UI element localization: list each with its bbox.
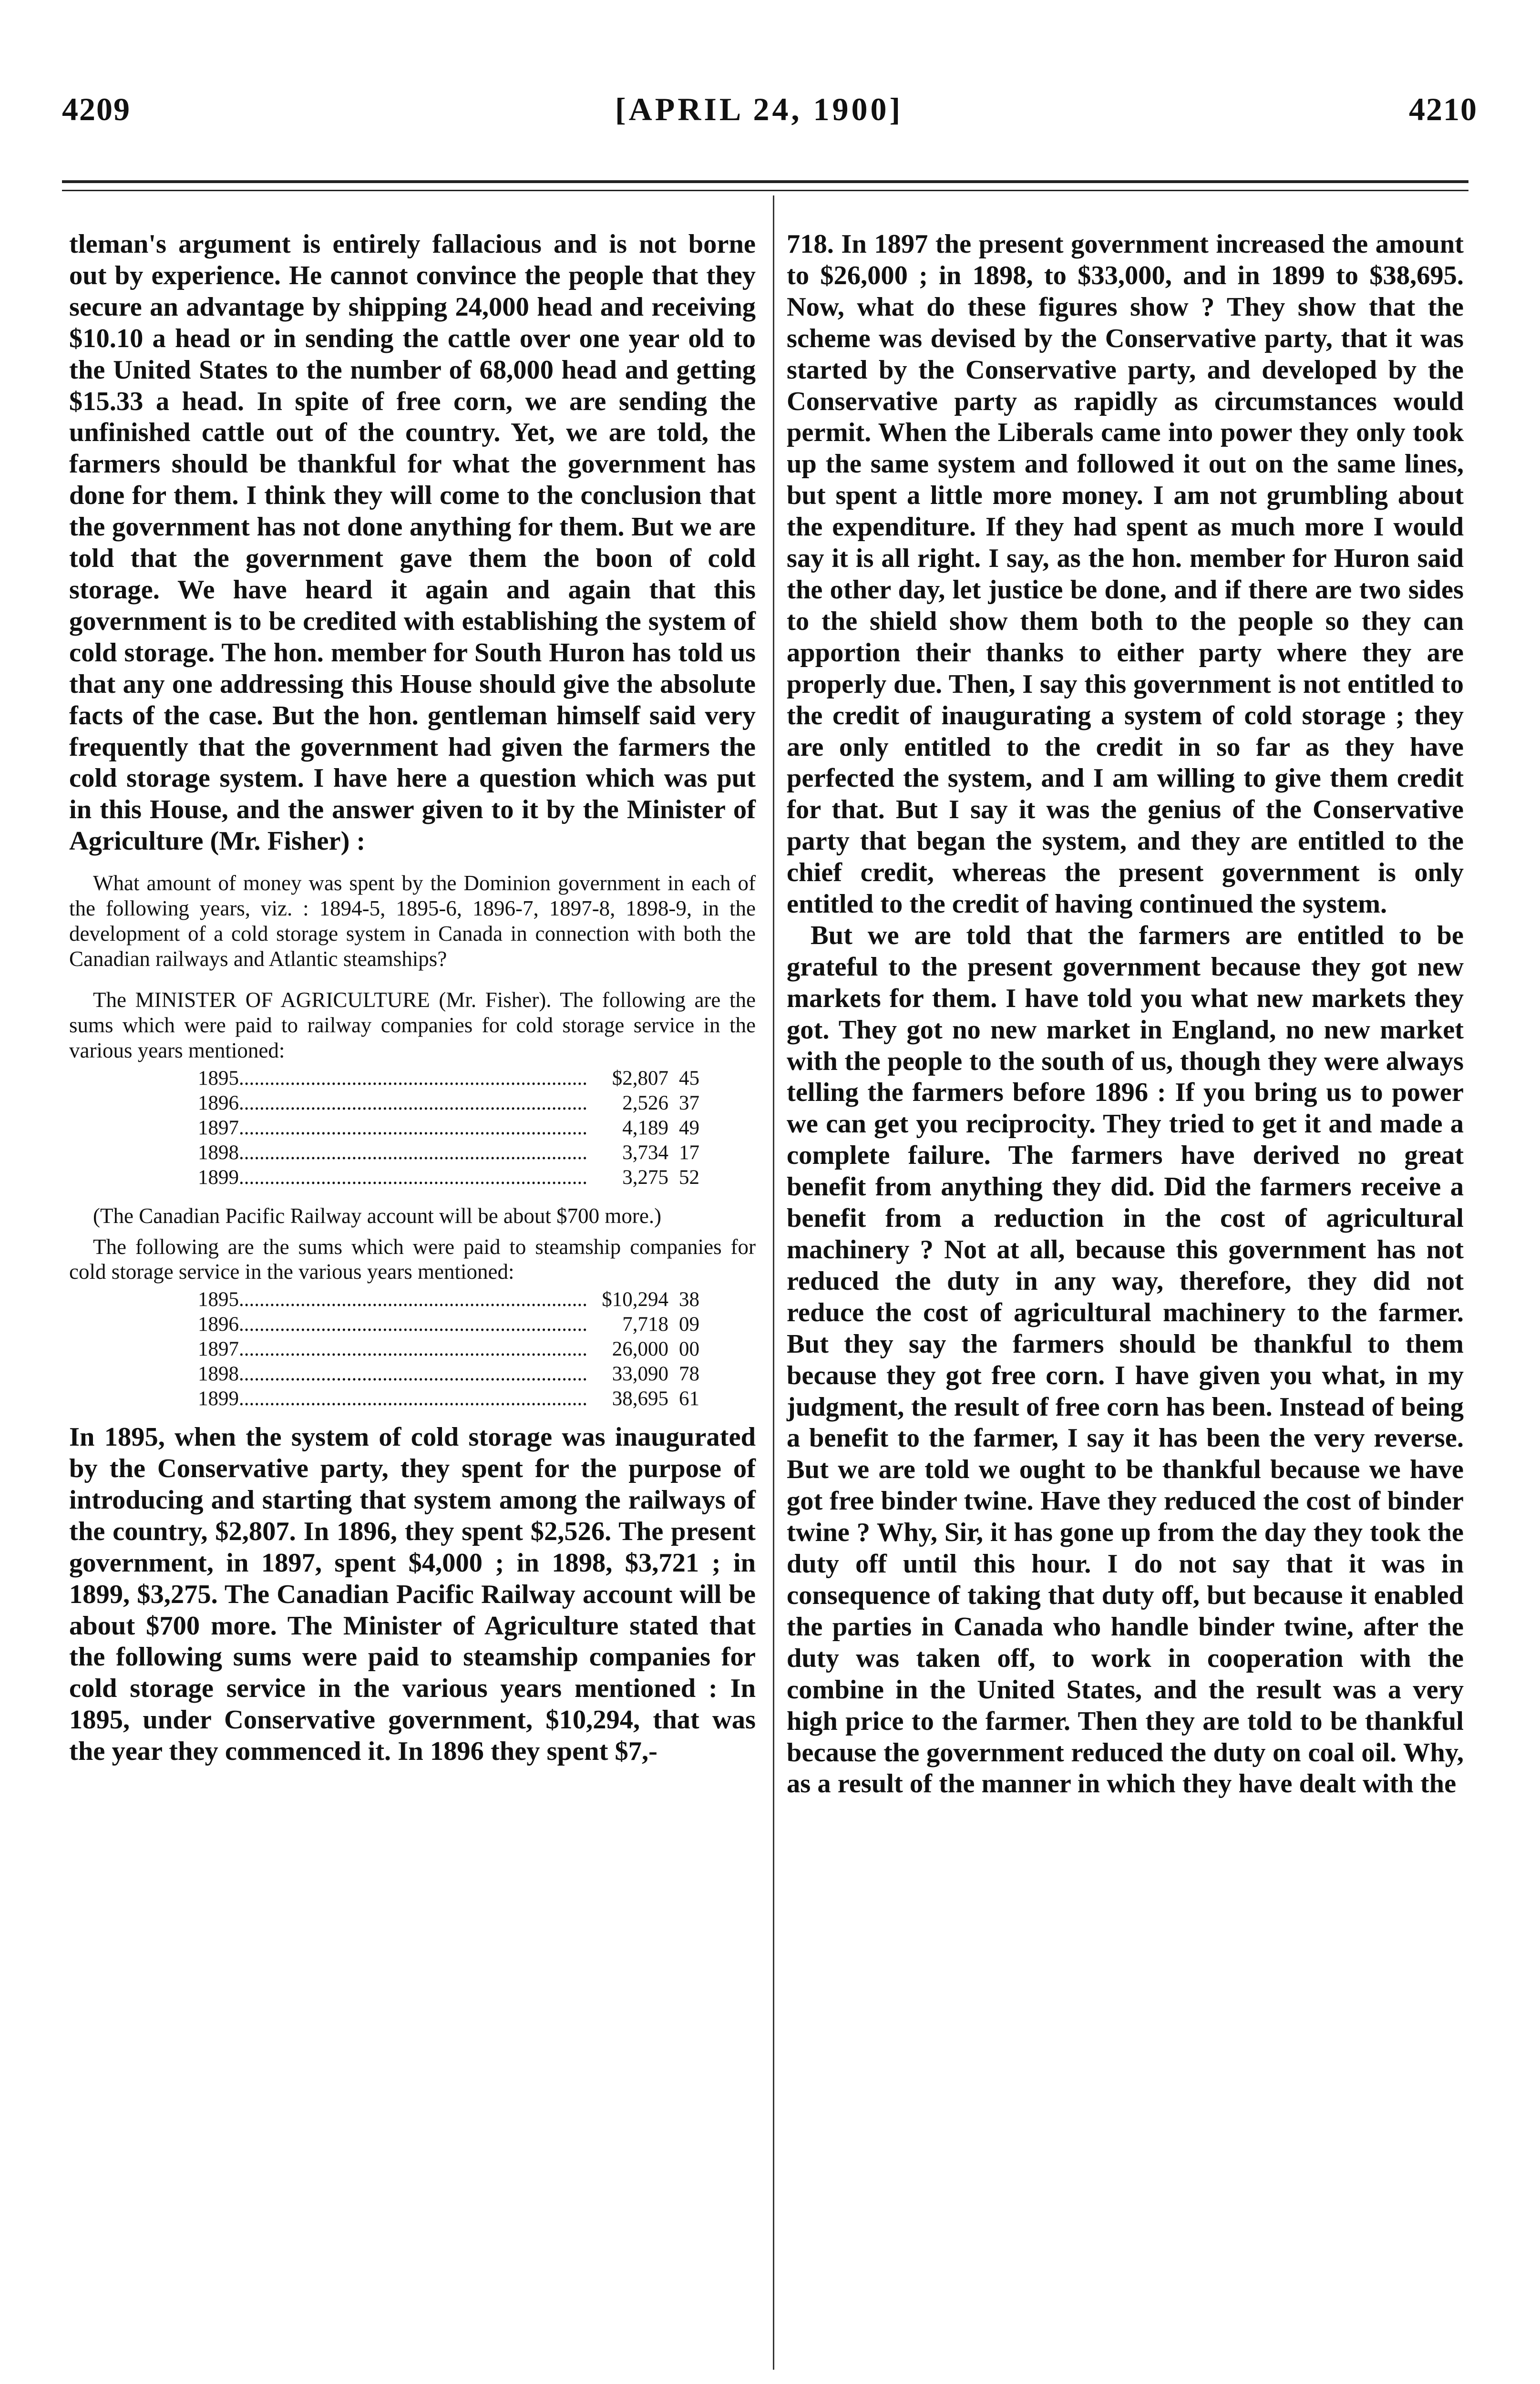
table-row: 1899 ..... 3,275 52: [198, 1165, 717, 1190]
question-text: What amount of money was spent by the Dominion government in each of the following years, viz. : 1894-5, 1895-6, 1896-7, 1897-8, 1898-9, in the development of a cold storage system in Canada in connection with both the Canadian railways and Atlantic steamships?: [69, 871, 756, 971]
table-row: 1898 ..... 33,090 78: [198, 1362, 717, 1387]
right-column: [787, 229, 1464, 1800]
steamship-sums-table: [198, 1287, 717, 1411]
left-paragraph-1: tleman's argument is entirely fallacious and is not borne out by experience. He cannot convince the people that they secure an advantage by shipping 24,000 head and receiving $10.10 a head or in sending the cattle over one year old to the United States to the number of 68,000 head and getting $15.33 a head. In spite of free corn, we are sending the unfinished cattle out of the country. Yet, we are told, the farmers should be thankful for what the government has done for them. I think they will come to the conclusion that the government has not done anything for them. But we are told that the government gave them the boon of cold storage. We have heard it again and again that this government is to be credited with establishing the system of cold storage. The hon. member for South Huron has told us that any one addressing this House should give the absolute facts of the case. But the hon. gentleman himself said very frequently that the government had given the farmers the cold storage system. I have here a question which was put in this House, and the answer given to it by the Minister of Agriculture (Mr. Fisher) :: [69, 229, 756, 856]
steamship-intro: The following are the sums which were paid to steamship companies for cold storage service in the various years mentioned:: [69, 1234, 756, 1284]
cpr-note: (The Canadian Pacific Railway account will be about $700 more.): [93, 1203, 662, 1228]
table-row: 1898 ..... 3,734 17: [198, 1141, 717, 1165]
page-number-left: 4209: [62, 91, 131, 127]
table-row: 1897 ..... 26,000 00: [198, 1337, 717, 1362]
table-row: 1896 ..... 2,526 37: [198, 1091, 717, 1116]
table-row: 1896 ..... 7,718 09: [198, 1312, 717, 1337]
table-row: 1895 ..... $2,807 45: [198, 1066, 717, 1091]
right-paragraph-2: But we are told that the farmers are entitled to be grateful to the present government because they got new markets for them. I have told you what new markets they got. They got no new market in England, no new market with the people to the south of us, though they were always telling the farmers before 1896 : If you bring us to power we can get you reciprocity. They tried to get it and made a complete failure. The farmers have derived no great benefit from anything they did. Did the farmers receive a benefit from a reduction in the cost of agricultural machinery ? Not at all, because this government has not reduced the duty in any way, therefore, they did not reduce the cost of agricultural machinery to the farmer. But they say the farmers should be thankful to them because they got free corn. I have given you what, in my judgment, the result of free corn has been. Instead of being a benefit to the farmer, I say it has been the very reverse. But we are told we ought to be thankful because we have got free binder twine. Have they reduced the cost of binder twine ? Why, Sir, it has gone up from the day they took the duty off until this hour. I do not say that it was in consequence of taking that duty off, but because it enabled the parties in Canada who handle binder twine, after the duty was taken off, to work in cooperation with the combine in the United States, and the result was a very high price to the farmer. Then they are told to be thankful because the government reduced the duty on coal oil. Why, as a result of the manner in which they have dealt with the: [787, 920, 1464, 1799]
page-date: [APRIL 24, 1900]: [615, 91, 903, 127]
left-paragraph-2: In 1895, when the system of cold storage was inaugurated by the Conservative party, they spent for the purpose of introducing and starting that system among the railways of the country, $2,807. In 1896, they spent $2,526. The present government, in 1897, spent $4,000 ; in 1898, $3,721 ; in 1899, $3,275. The Canadian Pacific Railway account will be about $700 more. The Minister of Agriculture stated that the following sums were paid to steamship companies for cold storage service in the various years mentioned : In 1895, under Conservative government, $10,294, that was the year they commenced it. In 1896 they spent $7,-: [69, 1422, 756, 1767]
left-column: [69, 229, 756, 1767]
column-divider: [773, 195, 774, 2370]
header-rule-thin: [62, 190, 1468, 191]
minister-answer-intro: The MINISTER OF AGRICULTURE (Mr. Fisher). The following are the sums which were paid to railway companies for cold storage service in the various years mentioned:: [69, 988, 756, 1062]
table-row: 1899 ..... 38,695 61: [198, 1387, 717, 1411]
table-row: 1895 ..... $10,294 38: [198, 1287, 717, 1312]
right-paragraph-1: 718. In 1897 the present government increased the amount to $26,000 ; in 1898, to $33,000, and in 1899 to $38,695. Now, what do these figures show ? They show that the scheme was devised by the Conservative party, that it was started by the Conservative party, and developed by the Conservative party as rapidly as circumstances would permit. When the Liberals came into power they only took up the same system and followed it out on the same lines, but spent a little more money. I am not grumbling about the expenditure. If they had spent as much more I would say it is all right. I say, as the hon. member for Huron said the other day, let justice be done, and if there are two sides to the shield show them both to the people so they can apportion their thanks to either party where they are properly due. Then, I say this government is not entitled to the credit of inaugurating a system of cold storage ; they are only entitled to the credit in so far as they have perfected the system, and I am willing to give them credit for that. But I say it was the genius of the Conservative party that began the system, and they are entitled to the chief credit, whereas the present government is only entitled to the credit of having continued the system.: [787, 229, 1464, 919]
table-row: 1897 ..... 4,189 49: [198, 1116, 717, 1141]
header-rule: [62, 180, 1468, 183]
railway-sums-table: [198, 1066, 717, 1190]
page-number-right: 4210: [1409, 91, 1478, 127]
